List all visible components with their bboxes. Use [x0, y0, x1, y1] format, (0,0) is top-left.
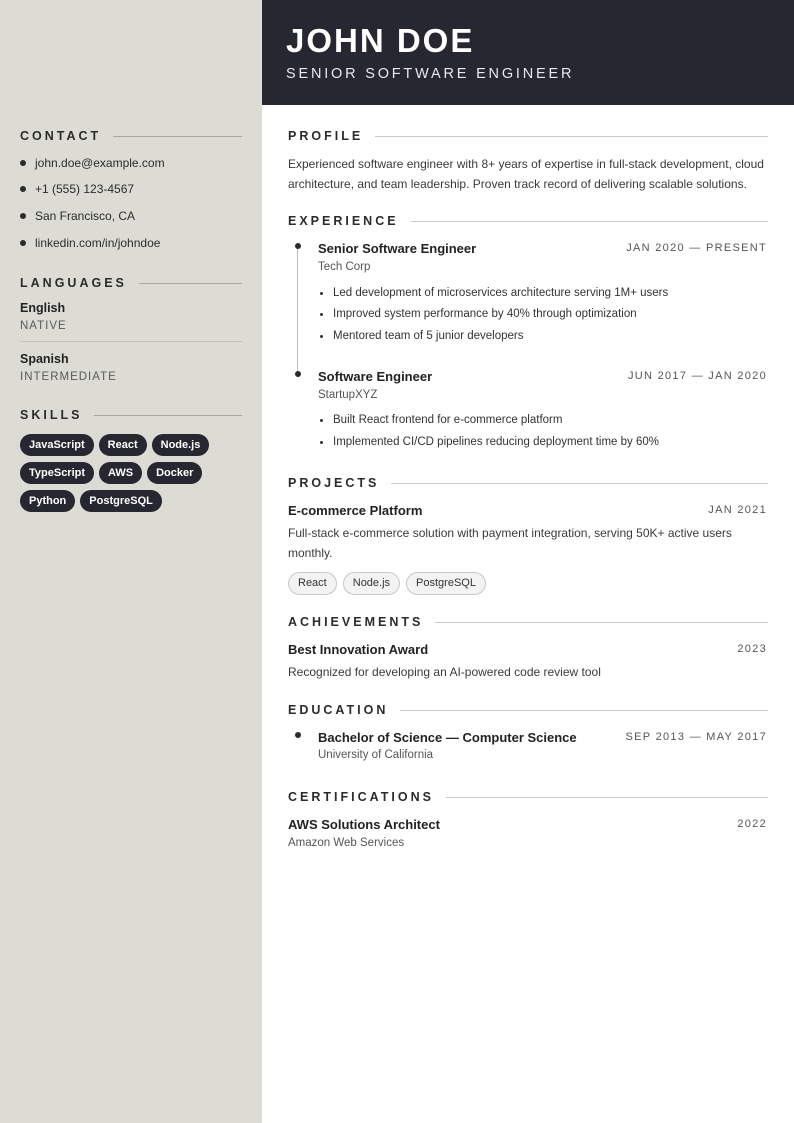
- bullet-icon: [320, 441, 323, 444]
- certification-name: AWS Solutions Architect: [288, 817, 440, 832]
- divider: [375, 136, 768, 137]
- project-description: [288, 523, 768, 563]
- bullet-icon: [20, 186, 26, 192]
- divider: [113, 136, 242, 137]
- skill-badge: React: [99, 434, 147, 456]
- languages-heading: LANGUAGES: [20, 276, 242, 290]
- contact-linkedin[interactable]: linkedin.com/in/johndoe: [20, 236, 160, 250]
- profile-line: architecture, and team leadership. Proven track record of delivering scalable solutions.: [288, 177, 747, 191]
- job-bullet: Mentored team of 5 junior developers: [320, 329, 524, 343]
- project-name: E-commerce Platform: [288, 503, 423, 518]
- skill-badge: Node.js: [152, 434, 210, 456]
- divider: [446, 797, 768, 798]
- achievement-description: Recognized for developing an AI-powered code review tool: [288, 665, 601, 679]
- certification-issuer: Amazon Web Services: [288, 837, 405, 849]
- bullet-icon: [320, 292, 323, 295]
- language-name: English: [20, 301, 66, 315]
- sidebar: [0, 0, 262, 1123]
- education-school: University of California: [318, 749, 434, 761]
- contact-heading: CONTACT: [20, 129, 242, 143]
- tech-tag: PostgreSQL: [406, 572, 486, 595]
- job-bullet: Improved system performance by 40% through optimization: [320, 307, 637, 321]
- job-dates: JUN 2017 — JAN 2020: [627, 370, 767, 382]
- education-dates: SEP 2013 — MAY 2017: [625, 731, 767, 743]
- contact-location: San Francisco, CA: [20, 209, 135, 223]
- timeline-dot-icon: [295, 371, 301, 377]
- divider: [139, 283, 242, 284]
- profile-heading: PROFILE: [288, 129, 768, 143]
- project-tags: [288, 572, 486, 595]
- bullet-icon: [20, 213, 26, 219]
- header: [262, 0, 794, 105]
- certification-year: 2022: [737, 818, 767, 830]
- project-line: monthly.: [288, 546, 333, 560]
- timeline-line: [297, 248, 298, 376]
- language-level: NATIVE: [20, 320, 67, 332]
- contact-phone[interactable]: +1 (555) 123-4567: [20, 182, 134, 196]
- profile-summary: [288, 154, 768, 194]
- divider: [94, 415, 242, 416]
- job-bullet: Implemented CI/CD pipelines reducing deployment time by 60%: [320, 435, 659, 449]
- skills-heading: SKILLS: [20, 408, 242, 422]
- skill-badge: Docker: [147, 462, 202, 484]
- bullet-icon: [320, 419, 323, 422]
- achievement-year: 2023: [737, 643, 767, 655]
- profile-line: Experienced software engineer with 8+ years of expertise in full-stack development, cloud: [288, 157, 764, 171]
- language-level: INTERMEDIATE: [20, 371, 117, 383]
- job-dates: JAN 2020 — PRESENT: [626, 242, 767, 254]
- divider: [20, 341, 242, 342]
- tech-tag: React: [288, 572, 337, 595]
- education-heading: EDUCATION: [288, 703, 768, 717]
- job-bullet: Led development of microservices architecture serving 1M+ users: [320, 286, 668, 300]
- skills-list: [20, 434, 242, 512]
- achievement-name: Best Innovation Award: [288, 642, 429, 657]
- project-date: JAN 2021: [708, 504, 767, 516]
- project-line: Full-stack e-commerce solution with payment integration, serving 50K+ active users: [288, 526, 732, 540]
- experience-heading: EXPERIENCE: [288, 214, 768, 228]
- bullet-icon: [20, 240, 26, 246]
- tech-tag: Node.js: [343, 572, 400, 595]
- skill-badge: Python: [20, 490, 75, 512]
- skill-badge: AWS: [99, 462, 142, 484]
- bullet-icon: [20, 160, 26, 166]
- timeline-dot-icon: [295, 732, 301, 738]
- job-company: StartupXYZ: [318, 389, 378, 401]
- divider: [400, 710, 768, 711]
- skill-badge: TypeScript: [20, 462, 94, 484]
- divider: [391, 483, 768, 484]
- job-role: Senior Software Engineer: [318, 241, 477, 256]
- main-content: [262, 0, 794, 1123]
- job-company: Tech Corp: [318, 261, 371, 273]
- job-title: SENIOR SOFTWARE ENGINEER: [286, 66, 575, 82]
- certifications-heading: CERTIFICATIONS: [288, 790, 768, 804]
- bullet-icon: [320, 313, 323, 316]
- job-bullet: Built React frontend for e-commerce platform: [320, 413, 562, 427]
- contact-email[interactable]: john.doe@example.com: [20, 156, 165, 170]
- job-role: Software Engineer: [318, 369, 433, 384]
- skill-badge: JavaScript: [20, 434, 94, 456]
- education-degree: Bachelor of Science — Computer Science: [318, 730, 577, 745]
- bullet-icon: [320, 335, 323, 338]
- divider: [435, 622, 768, 623]
- achievements-heading: ACHIEVEMENTS: [288, 615, 768, 629]
- projects-heading: PROJECTS: [288, 476, 768, 490]
- skill-badge: PostgreSQL: [80, 490, 162, 512]
- divider: [411, 221, 768, 222]
- timeline-dot-icon: [295, 243, 301, 249]
- person-name: JOHN DOE: [286, 22, 475, 59]
- language-name: Spanish: [20, 352, 69, 366]
